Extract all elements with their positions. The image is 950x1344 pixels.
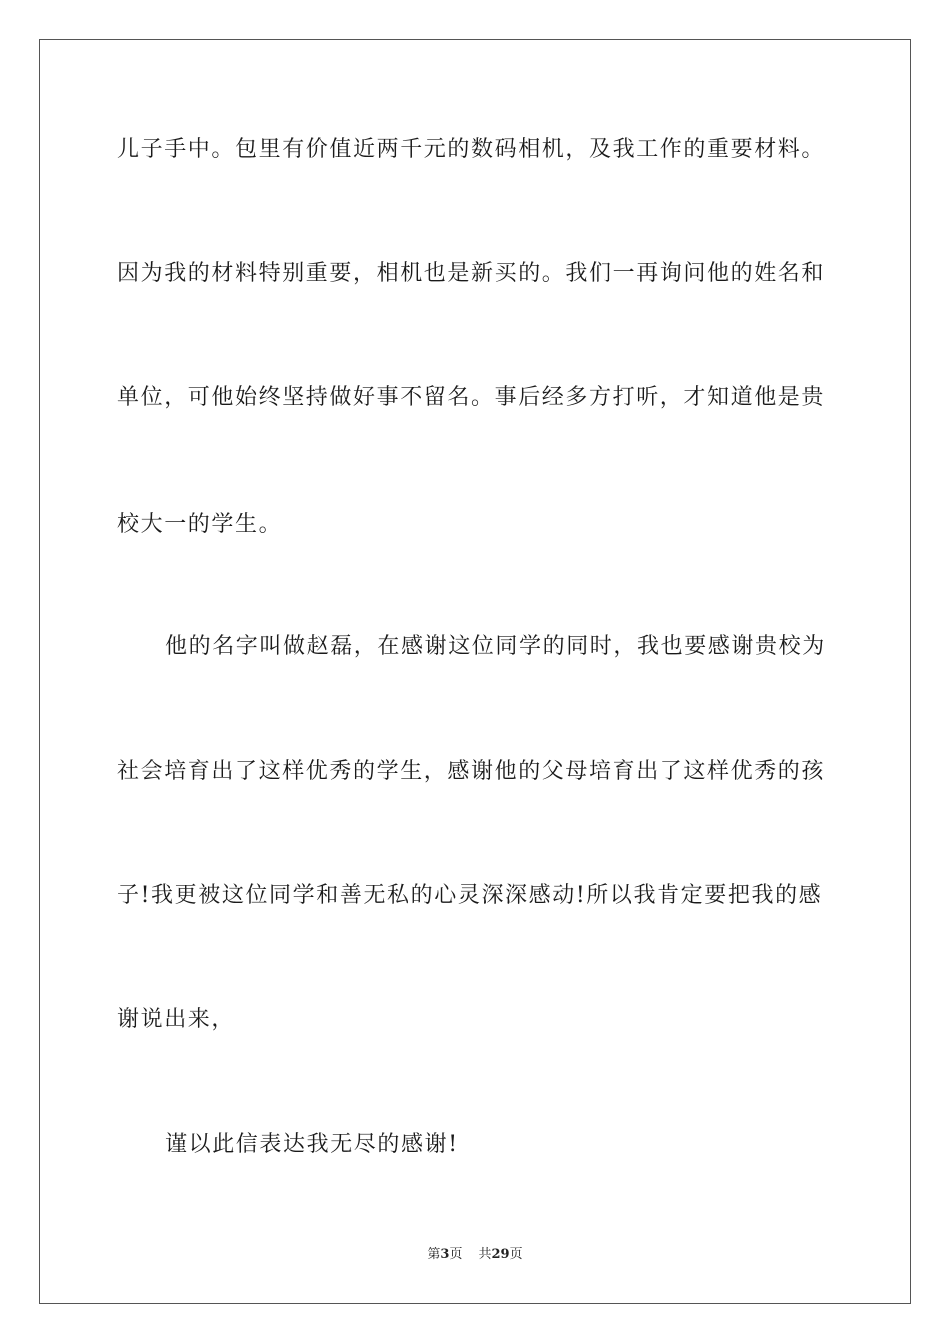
body-line-2: 因为我的材料特别重要，相机也是新买的。我们一再询问他的姓名和 [117, 261, 826, 286]
page-border [39, 39, 911, 1304]
footer-total-number: 29 [491, 1247, 510, 1262]
body-line-5: 他的名字叫做赵磊，在感谢这位同学的同时，我也要感谢贵校为 [165, 634, 826, 659]
body-line-7: 子!我更被这位同学和善无私的心灵深深感动!所以我肯定要把我的感 [117, 883, 823, 908]
body-line-3: 单位，可他始终坚持做好事不留名。事后经多方打听，才知道他是贵 [117, 385, 826, 410]
footer-page-number: 3 [440, 1247, 450, 1262]
footer-page-suffix: 页 [449, 1247, 463, 1262]
footer-page-prefix: 第 [427, 1247, 441, 1262]
page-footer [0, 1246, 950, 1264]
body-line-4: 校大一的学生。 [117, 512, 283, 537]
body-line-1: 儿子手中。包里有价值近两千元的数码相机，及我工作的重要材料。 [117, 137, 826, 162]
footer-total-suffix: 页 [509, 1247, 523, 1262]
body-line-8: 谢说出来， [117, 1007, 236, 1032]
footer-total-prefix: 共 [478, 1247, 492, 1262]
body-line-6: 社会培育出了这样优秀的学生，感谢他的父母培育出了这样优秀的孩 [117, 759, 826, 784]
body-line-9: 谨以此信表达我无尽的感谢! [165, 1132, 459, 1157]
